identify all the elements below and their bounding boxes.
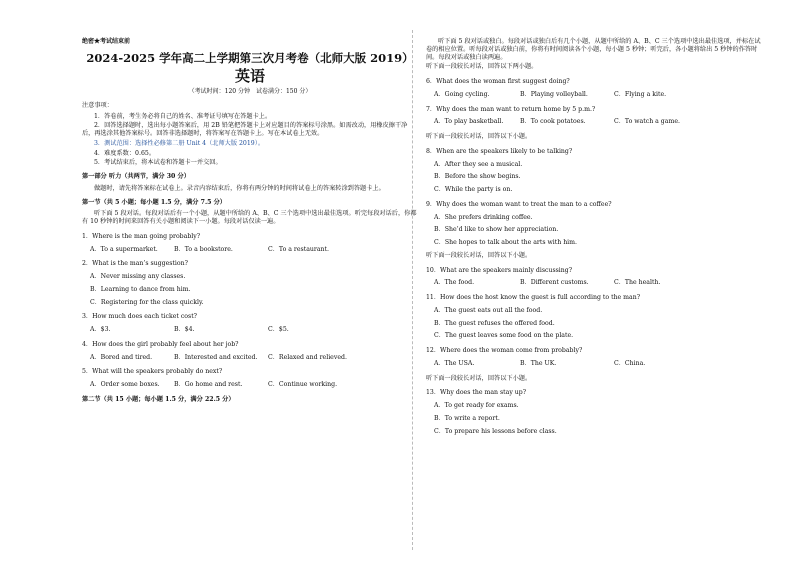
answer-option: A．The food. bbox=[434, 279, 475, 287]
exam-title: 2024-2025 学年高二上学期第三次月考卷（北师大版 2019） bbox=[86, 50, 414, 65]
answer-option: C．To a restaurant. bbox=[268, 245, 329, 253]
question-stem: 8．When are the speakers likely to be talking? bbox=[426, 147, 573, 155]
answer-option: C．While the party is on. bbox=[434, 186, 513, 193]
answer-option: C．$5. bbox=[268, 326, 289, 334]
option-row bbox=[90, 326, 418, 334]
secret-label: 绝密★考试结束前 bbox=[82, 38, 131, 45]
section2-title: 第二节（共 15 小题；每小题 1.5 分，满分 22.5 分） bbox=[82, 395, 235, 403]
answer-option: B．To a bookstore. bbox=[174, 245, 233, 253]
answer-option: B．The guest refuses the offered food. bbox=[434, 319, 555, 327]
answer-option: A．The USA. bbox=[434, 359, 475, 367]
listening-lead: 听下面一段较长对话，回答以下小题。 bbox=[426, 133, 532, 140]
answer-option: C．Flying a kite. bbox=[614, 90, 667, 98]
answer-option: A．$3. bbox=[90, 326, 111, 334]
question-stem: 4．How does the girl probably feel about her job? bbox=[82, 340, 239, 348]
notice-item: 5．考试结束后，将本试卷和答题卡一并交回。 bbox=[94, 159, 222, 167]
answer-option: A．Never missing any classes. bbox=[90, 273, 186, 281]
answer-option: B．Before the show begins. bbox=[434, 173, 521, 181]
answer-option: C．China. bbox=[614, 359, 646, 367]
question-stem: 10．What are the speakers mainly discussing? bbox=[426, 266, 573, 274]
question-stem: 13．Why does the man stay up? bbox=[426, 389, 527, 397]
answer-option: B．To cook potatoes. bbox=[520, 118, 586, 126]
answer-option: A．After they see a musical. bbox=[434, 160, 523, 168]
answer-option: B．Playing volleyball. bbox=[520, 90, 588, 98]
answer-option: A．Order some boxes. bbox=[90, 381, 160, 389]
answer-option: A．To play basketball. bbox=[434, 118, 504, 126]
option-row bbox=[90, 381, 418, 389]
answer-option: B．Interested and excited. bbox=[174, 353, 258, 361]
option-row bbox=[90, 354, 418, 362]
listening-lead: 听下面一段较长对话，回答以下小题。 bbox=[426, 251, 532, 259]
question-stem: 9．Why does the woman want to treat the man to a coffee? bbox=[426, 200, 612, 208]
answer-option: B．To write a report. bbox=[434, 414, 500, 422]
listening-lead: 听下面一段较长对话，回答以下两小题。 bbox=[426, 63, 538, 71]
question-stem: 7．Why does the man want to return home by 5 p.m.? bbox=[426, 105, 596, 113]
answer-option: A．Going cycling. bbox=[434, 90, 490, 98]
option-row bbox=[434, 279, 762, 287]
left-column bbox=[82, 38, 418, 408]
option-row bbox=[90, 246, 418, 254]
answer-option: A．To get ready for exams. bbox=[434, 402, 519, 409]
section2-intro: 听下面 5 段对话或独白。每段对话或独白后有几个小题，从题中所给的 A、B、C 三个选项中选出最佳选项，并标在试卷的相应位置。听每段对话或独白前，你将有时间阅读各个小题，每小题 5 秒钟；听完后，各小题将给出 5 秒钟的作答时间。每段对话或独白读两遍。 bbox=[426, 38, 761, 61]
notice-item: 1．答卷前，考生务必将自己的姓名、准考证号填写在答题卡上。 bbox=[94, 112, 272, 120]
answer-option: A．Bored and tired. bbox=[90, 353, 153, 361]
right-column bbox=[426, 38, 762, 440]
subject-title: 英语 bbox=[234, 67, 265, 86]
question-stem: 11．How does the host know the guest is full according to the man? bbox=[426, 294, 641, 301]
option-row bbox=[434, 118, 762, 126]
question-stem: 5．What will the speakers probably do next? bbox=[82, 368, 223, 376]
section1-intro: 听下面 5 段对话。每段对话后有一个小题，从题中所给的 A、B、C 三个选项中选出最佳选项。听完每段对话后，你都有 10 秒钟的时间来回答有关小题和阅读下一小题。每段对话仅读一遍。 bbox=[82, 210, 417, 226]
answer-option: B．Learning to dance from him. bbox=[90, 285, 191, 293]
question-stem: 2．What is the man’s suggestion? bbox=[82, 260, 188, 268]
notice-item: 2．回答选择题时，选出每小题答案后，用 2B 铅笔把答题卡上对应题目的答案标号涂黑。如需改动，用橡皮擦干净后，再选涂其他答案标号。回答非选择题时，将答案写在答题卡上。写在本试卷上无效。 bbox=[82, 122, 408, 138]
answer-option: A．To a supermarket. bbox=[90, 245, 158, 253]
answer-option: B．Different customs. bbox=[520, 279, 589, 287]
question-stem: 6．What does the woman first suggest doing? bbox=[426, 78, 570, 85]
answer-option: C．The health. bbox=[614, 279, 661, 287]
notice-item: 4．难度系数：0.65。 bbox=[94, 149, 156, 157]
option-row bbox=[434, 360, 762, 368]
answer-option: C．The guest leaves some food on the plate. bbox=[434, 332, 574, 340]
answer-option: B．Go home and rest. bbox=[174, 381, 243, 389]
part1-title: 第一部分 听力（共两节，满分 30 分） bbox=[82, 173, 190, 181]
question-stem: 3．How much does each ticket cost? bbox=[82, 313, 198, 321]
answer-option: C．Registering for the class quickly. bbox=[90, 298, 204, 306]
answer-option: C．She hopes to talk about the arts with him. bbox=[434, 239, 577, 246]
option-row bbox=[434, 91, 762, 99]
right-question-list bbox=[426, 63, 762, 435]
answer-option: C．Continue working. bbox=[268, 381, 338, 389]
answer-option: B．$4. bbox=[174, 326, 195, 334]
exam-meta: （考试时间：120 分钟 试卷满分：150 分） bbox=[188, 88, 312, 96]
listening-lead: 听下面一段较长对话，回答以下小题。 bbox=[426, 374, 532, 382]
question-stem: 1．Where is the man going probably? bbox=[82, 232, 201, 240]
answer-option: C．Relaxed and relieved. bbox=[268, 353, 347, 361]
section1-title: 第一节（共 5 小题；每小题 1.5 分，满分 7.5 分） bbox=[82, 198, 226, 206]
answer-option: A．The guest eats out all the food. bbox=[434, 306, 543, 314]
answer-option: C．To prepare his lessons before class. bbox=[434, 427, 557, 435]
left-question-list bbox=[82, 233, 418, 389]
notice-title: 注意事项： bbox=[82, 101, 113, 109]
question-stem: 12．Where does the woman come from probably? bbox=[426, 347, 583, 354]
notice-item-scope: 3．测试范围：选择性必修第二册 Unit 4（北师大版 2019）。 bbox=[94, 139, 265, 147]
answer-option: B．She’d like to show her appreciation. bbox=[434, 226, 559, 234]
answer-option: B．The UK. bbox=[520, 359, 557, 367]
part1-intro: 做题时，请先将答案标在试卷上。录音内容结束后，你将有两分钟的时间将试卷上的答案转涂到答题卡上。 bbox=[94, 184, 385, 192]
answer-option: C．To watch a game. bbox=[614, 118, 680, 126]
answer-option: A．She prefers drinking coffee. bbox=[434, 213, 533, 221]
